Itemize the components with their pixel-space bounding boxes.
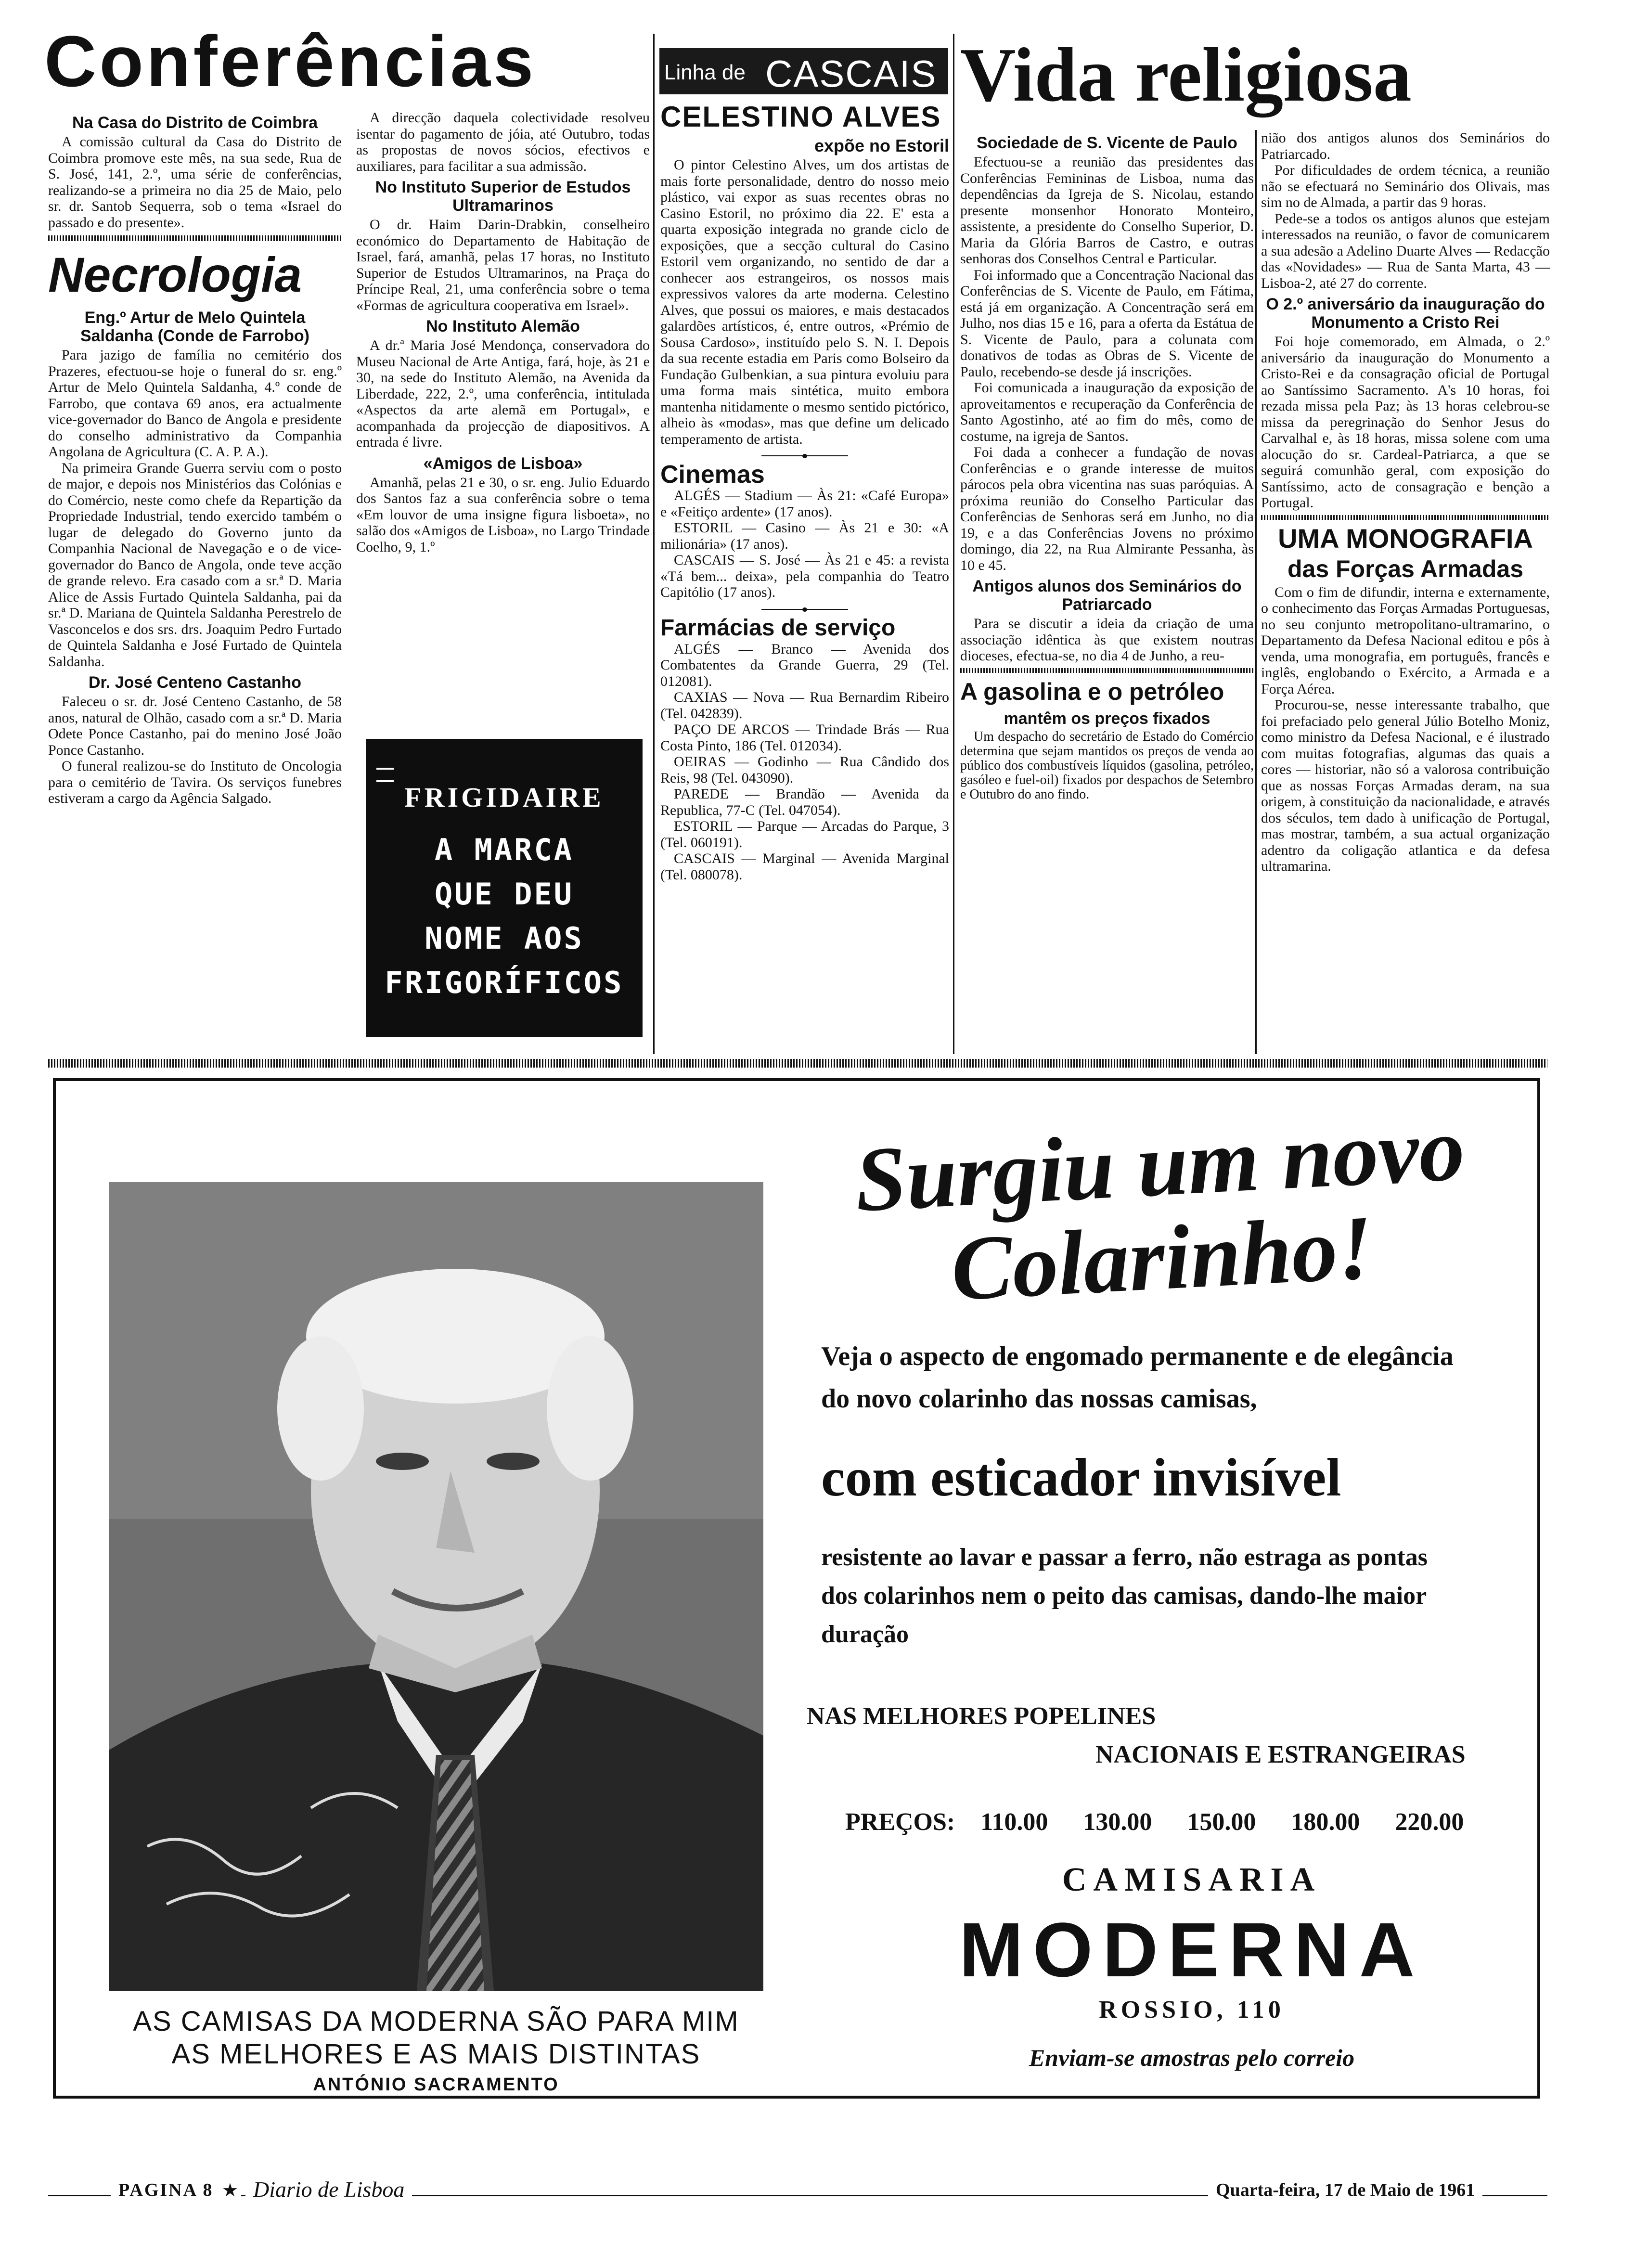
price-value: 220.00 [1395, 1808, 1464, 1836]
column-5 [1261, 130, 1550, 1054]
necrologia-farrobo-p2: Na primeira Grande Guerra serviu com o posto de major, e depois nos Ministérios das Colónias e do Comércio, neste como chefe da Repartição da Propriedade Industrial, tendo exercido também o lugar de delegado do Governo junto da Companhia Nacional de Navegação e o de vice-governador do Banco de Angola, onde teve acção de grande relevo. Era casado com a sr.ª D. Maria Alice de Assis Furtado Quintela Saldanha, pai da sr.ª D. Mariana de Quintela Saldanha Perestrelo de Vasconcelos e dos srs. drs. Joaquim Pedro Furtado de Quintela Saldanha e José Furtado de Quintela Saldanha. [48, 460, 342, 670]
farmacias-item: PAREDE — Brandão — Avenida da Republica, 77-C (Tel. 047054). [660, 786, 949, 818]
frigidaire-brand: FRIGIDAIRE [404, 782, 604, 813]
divider [960, 668, 1254, 673]
antigos-alunos-c2-p3: Pede-se a todos os antigos alunos que estejam interessados na reunião, o favor de comunicarem a sua adesão a Adelino Duarte Alves — Redacção das «Novidades» — Rua de Santa Marta, 43 — Lisboa-2, até 27 do corrente. [1261, 210, 1550, 291]
cascais-headline: CELESTINO ALVES [660, 101, 941, 133]
ad-resistente-1: resistente ao lavar e passar a ferro, não estraga as pontas [821, 1544, 1428, 1571]
vicente-paulo-p3: Foi comunicada a inauguração da exposição de aproveitamentos e recuperação da Conferência de Santo Agostinho, até ao fim do mês, como de costume, na igreja de Santos. [960, 380, 1254, 444]
gasolina-text: Um despacho do secretário de Estado do Comércio determina que sejam mantidos os preços de venda ao público dos combustíveis líquidos (gasolina, petróleo, gasóleo e fuel-oil) fixados por despachos de Setembro e Outubro do ano findo. [960, 729, 1254, 802]
frigidaire-line-1: A MARCA [434, 832, 574, 867]
frigidaire-line-3: NOME AOS [425, 921, 584, 956]
column-3 [660, 96, 949, 1049]
ad-popelines-2: NACIONAIS E ESTRANGEIRAS [1095, 1741, 1466, 1768]
photo-caption-2: AS MELHORES E AS MAIS DISTINTAS [171, 2038, 701, 2070]
column-2 [356, 110, 650, 711]
conferencias-alemao-head: No Instituto Alemão [426, 317, 580, 335]
monografia-subhead: das Forças Armadas [1287, 555, 1524, 582]
vicente-paulo-head: Sociedade de S. Vicente de Paulo [977, 134, 1237, 152]
conferencias-coimbra-head: Na Casa do Distrito de Coimbra [72, 114, 318, 132]
moderna-brand: MODERNA [959, 1907, 1425, 1993]
conferencias-ultramarinos-head: No Instituto Superior de Estudos Ultramarinos [375, 178, 631, 215]
farmacias-item: OEIRAS — Godinho — Rua Cândido dos Reis, 98 (Tel. 043090). [660, 754, 949, 786]
necrologia-farrobo-p1: Para jazigo de família no cemitério dos Prazeres, efectuou-se hoje o funeral do sr. eng.º Artur de Melo Quintela Saldanha, 4.º conde de Farrobo, que contava 69 anos, era actualmente vice-governador do Banco de Angola e presidente do conselho administrativo da Companhia Angolana de Agricultura (C. A. P. A.). [48, 347, 342, 460]
ad-big-line: com esticador invisível [821, 1448, 1341, 1508]
divider [660, 454, 949, 458]
conferencias-amigos-head: «Amigos de Lisboa» [423, 454, 583, 473]
conferencias-title: Conferências [44, 21, 537, 102]
vicente-paulo-p2: Foi informado que a Concentração Nacional das Conferências de S. Vicente de Paulo, em Fátima, está já em organização. A Concentração será em Julho, nos dias 15 e 16, para a oferta da Estátua de S. Vicente de Paulo, para a colunata com donativos de todas as Obras de S. Vicente de Paulo, recebendo-se desde já inscrições. [960, 267, 1254, 380]
column-separator [1255, 130, 1257, 1054]
cascais-banner-left: Linha de [664, 61, 746, 84]
cinemas-item: ALGÉS — Stadium — Às 21: «Café Europa» e «Feitiço ardente» (17 anos). [660, 488, 949, 520]
cristo-rei-text: Foi hoje comemorado, em Almada, o 2.º aniversário da inauguração do Monumento a Cristo-Rei e da consagração oficial de Portugal ao Santíssimo Sacramento. A's 10 horas, foi rezada missa pela Paz; às 13 horas celebrou-se missa da peregrinação do Senhor Jesus do Carvalhal e, às 18 horas, missa solene com uma alocução do sr. Cardeal-Patriarca, a que se seguirá comunhão geral, com exposição do Santíssimo, acto de consagração e benção a Portugal. [1261, 334, 1550, 511]
vida-religiosa-title: Vida religiosa [960, 32, 1412, 117]
monografia-head: UMA MONOGRAFIA [1278, 523, 1533, 554]
price-value: 130.00 [1083, 1808, 1152, 1836]
vicente-paulo-p1: Efectuou-se a reunião das presidentes das Conferências Femininas de Lisboa, numa das dependências da Igreja de S. Nicolau, estando presente monsenhor Honorato Monteiro, assistente, a presidente do Conselho Superior, D. Maria da Glória Barros de Castro, e outras senhoras dos Conselhos Central e Particular. [960, 154, 1254, 267]
cinemas-item: ESTORIL — Casino — Às 21 e 30: «A milionária» (17 anos). [660, 520, 949, 552]
conferencias-amigos-text: Amanhã, pelas 21 e 30, o sr. eng. Julio Eduardo dos Santos faz a sua conferência sobre o tema «Em louvor de uma insigne figura lisboeta», no salão dos «Amigos de Lisboa», no Largo Trindade Coelho, 9, 1.º [356, 474, 650, 555]
necrologia-castanho-p1: Faleceu o sr. dr. José Centeno Castanho, de 58 anos, natural de Olhão, casado com a sr.ª D. Maria Odete Ponce Castanho, pai do menino José João Ponce Castanho. [48, 694, 342, 758]
conferencias-alemao-text: A dr.ª Maria José Mendonça, conservadora do Museu Nacional de Arte Antiga, fará, hoje, às 21 e 30, na sede do Instituto Alemão, na Avenida da Liberdade, 222, 2.º, uma conferência, intitulada «Aspectos da arte alemã em Portugal», e acompanhada da projecção de diapositivos. A entrada é livre. [356, 337, 650, 450]
column-4 [960, 130, 1254, 1054]
divider [48, 235, 342, 241]
conferencias-ultramarinos-text: O dr. Haim Darin-Drabkin, conselheiro económico do Departamento de Habitação de Israel, fará, amanhã, pelas 17 horas, no Instituto Superior de Estudos Ultramarinos, na Praça do Príncipe Real, 21, uma conferência sobre o tema «Formas de agricultura cooperativa em Israel». [356, 217, 650, 313]
divider [660, 607, 949, 611]
cascais-banner [659, 48, 948, 94]
cinemas-title: Cinemas [660, 461, 765, 489]
footer-page: PAGINA 8 [111, 2179, 221, 2201]
antigos-alunos-head: Antigos alunos dos Seminários do Patriarcado [972, 577, 1242, 614]
camisaria-label: CAMISARIA [1062, 1861, 1322, 1898]
ad-veja-1: Veja o aspecto de engomado permanente e de elegância [821, 1341, 1454, 1371]
column-1 [48, 110, 342, 1048]
footer-date: Quarta-feira, 17 de Maio de 1961 [1208, 2179, 1482, 2201]
cascais-banner-right: CASCAIS [765, 52, 937, 95]
farmacias-item: CAXIAS — Nova — Rua Bernardim Ribeiro (Tel. 042839). [660, 689, 949, 722]
farmacias-item: CASCAIS — Marginal — Avenida Marginal (Tel. 080078). [660, 850, 949, 883]
gasolina-subhead: mantêm os preços fixados [1004, 709, 1210, 728]
cristo-rei-head: O 2.º aniversário da inauguração do Monumento a Cristo Rei [1266, 295, 1545, 332]
farmacias-title: Farmácias de serviço [660, 615, 896, 641]
frigidaire-ad [366, 739, 643, 1037]
crown-icon [376, 768, 394, 782]
portrait-illustration [109, 1182, 763, 1991]
price-value: 150.00 [1187, 1808, 1256, 1836]
monografia-p2: Procurou-se, nesse interessante trabalho, que foi prefaciado pelo general Júlio Botelho Moniz, como ministro da Defesa Nacional, e é ilustrado com muitas fotografias, algumas das quais a cores — historiar, não só a valorosa contribuição que as nossas Forças Armadas deram, na sua origem, à constituição da nacionalidade, e através dos séculos, tem dado à unificação de Portugal, mas mostrar, também, a sua actual organização adentro da coligação atlantica e da defesa ultramarina. [1261, 697, 1550, 874]
ad-resistente-2: dos colarinhos nem o peito das camisas, dando-lhe maior [821, 1582, 1427, 1610]
price-value: 110.00 [980, 1808, 1048, 1836]
column-separator [653, 34, 655, 1054]
cascais-subhead: expõe no Estoril [814, 136, 949, 155]
ad-veja-2: do novo colarinho das nossas camisas, [821, 1384, 1257, 1414]
conferencias-coimbra-text: A comissão cultural da Casa do Distrito de Coimbra promove este mês, na sua sede, Rua de S. José, 141, 2.º, uma série de conferências, realizando-se a primeira no dia 25 de Maio, pelo sr. dr. Santob Sequerra, sob o tema «Israel do passado e do presente». [48, 134, 342, 231]
necrologia-farrobo-head: Eng.º Artur de Melo Quintela Saldanha (Conde de Farrobo) [80, 309, 310, 345]
photo-caption-1: AS CAMISAS DA MODERNA SÃO PARA MIM [133, 2006, 739, 2037]
farmacias-item: ESTORIL — Parque — Arcadas do Parque, 3 (Tel. 060191). [660, 818, 949, 850]
frigidaire-line-4: FRIGORÍFICOS [385, 965, 624, 1000]
ad-prices-row [845, 1808, 1464, 1836]
rossio-address: ROSSIO, 110 [1099, 1996, 1285, 2023]
portrait-photo [109, 1182, 763, 1991]
necrologia-castanho-p2: O funeral realizou-se do Instituto de Oncologia para o cemitério de Tavira. Os serviços funebres estiveram a cargo da Agência Salgado. [48, 758, 342, 806]
column-separator [953, 34, 954, 1054]
antigos-alunos-c2-p1: nião dos antigos alunos dos Seminários do Patriarcado. [1261, 130, 1550, 162]
page-divider [48, 1059, 1547, 1068]
farmacias-item: PAÇO DE ARCOS — Trindade Brás — Rua Costa Pinto, 186 (Tel. 012034). [660, 722, 949, 754]
conferencias-colectividade-text: A direcção daquela colectividade resolveu isentar do pagamento de jóia, até Outubro, todas as propostas de novos sócios, efectivos e auxiliares, para facilitar a sua admissão. [356, 110, 650, 174]
frigidaire-line-2: QUE DEU [434, 876, 574, 912]
farmacias-item: ALGÉS — Branco — Avenida dos Combatentes da Grande Guerra, 29 (Tel. 012081). [660, 641, 949, 689]
vicente-paulo-p4: Foi dada a conhecer a fundação de novas Conferências e o grande interesse de muitos párocos pela obra vicentina nas suas paróquias. A próxima reunião do Conselho Particular das Conferências de Senhoras será em Junho, no dia 19, e a das Conferências Jovens no próximo domingo, dia 22, na Rua Almirante Pessanha, às 10 e 45. [960, 444, 1254, 573]
ad-headline-2: Colarinho! [949, 1197, 1376, 1320]
divider [1261, 515, 1550, 520]
gasolina-head: A gasolina e o petróleo [960, 678, 1224, 705]
cinemas-item: CASCAIS — S. José — Às 21 e 45: a revista «Tá bem... deixa», pela companhia do Teatro Capitólio (17 anos). [660, 552, 949, 600]
ad-headline-1: Surgiu um novo [852, 1098, 1467, 1231]
necrologia-title: Necrologia [48, 247, 302, 302]
camisaria-ad [53, 1078, 1540, 2099]
star-icon: ★ [219, 2179, 241, 2201]
ad-popelines-1: NAS MELHORES POPELINES [807, 1702, 1156, 1730]
necrologia-castanho-head: Dr. José Centeno Castanho [88, 673, 302, 692]
antigos-alunos-p1: Para se discutir a ideia da criação de uma associação idêntica às que existem noutras dioceses, efectua-se, no dia 4 de Junho, a reu- [960, 616, 1254, 664]
footer-paper: Diario de Lisboa [245, 2177, 412, 2202]
prices-label: PREÇOS: [845, 1808, 955, 1836]
antigos-alunos-c2-p2: Por dificuldades de ordem técnica, a reunião não se efectuará no Seminário dos Olivais, mas sim no de Almada, a partir das 9 horas. [1261, 162, 1550, 210]
photo-signature: ANTÓNIO SACRAMENTO [313, 2075, 559, 2095]
monografia-p1: Com o fim de difundir, interna e externamente, o conhecimento das Forças Armadas Portuguesas, no seu conjunto metropolitano-ultramarino, o Departamento da Defesa Nacional editou e pôs à venda, uma monografia, em português, francês e inglês, englobando o Exército, a Armada e a Força Aérea. [1261, 584, 1550, 697]
cascais-text: O pintor Celestino Alves, um dos artistas de mais forte personalidade, dentro do nosso meio plástico, vai expor as suas recentes obras no Casino Estoril, no próximo dia 22. E' esta a quarta exposição integrada no grande ciclo de exposições, que a secção cultural do Casino Estoril vem organizando, no sentido de dar a conhecer aos estrangeiros, os nossos mais expressivos valores da arte moderna. Celestino Alves, que possui os maiores, e mais destacados galardões artísticos, é, entre outros, «Prémio de Sousa Cardoso», instituído pelo S. N. I. Depois da sua recente estadia em Paris como Bolseiro da Fundação Gulbenkian, a sua pintura evoluiu para uma forma mais sintética, muito embora mantenha nitidamente o mesmo sentido pictórico, alheio às «modas», mas que define um delicado temperamento de artista. [660, 157, 949, 447]
ad-resistente-3: duração [821, 1621, 909, 1648]
enviam-amostras: Enviam-se amostras pelo correio [1029, 2044, 1355, 2071]
price-value: 180.00 [1291, 1808, 1360, 1836]
